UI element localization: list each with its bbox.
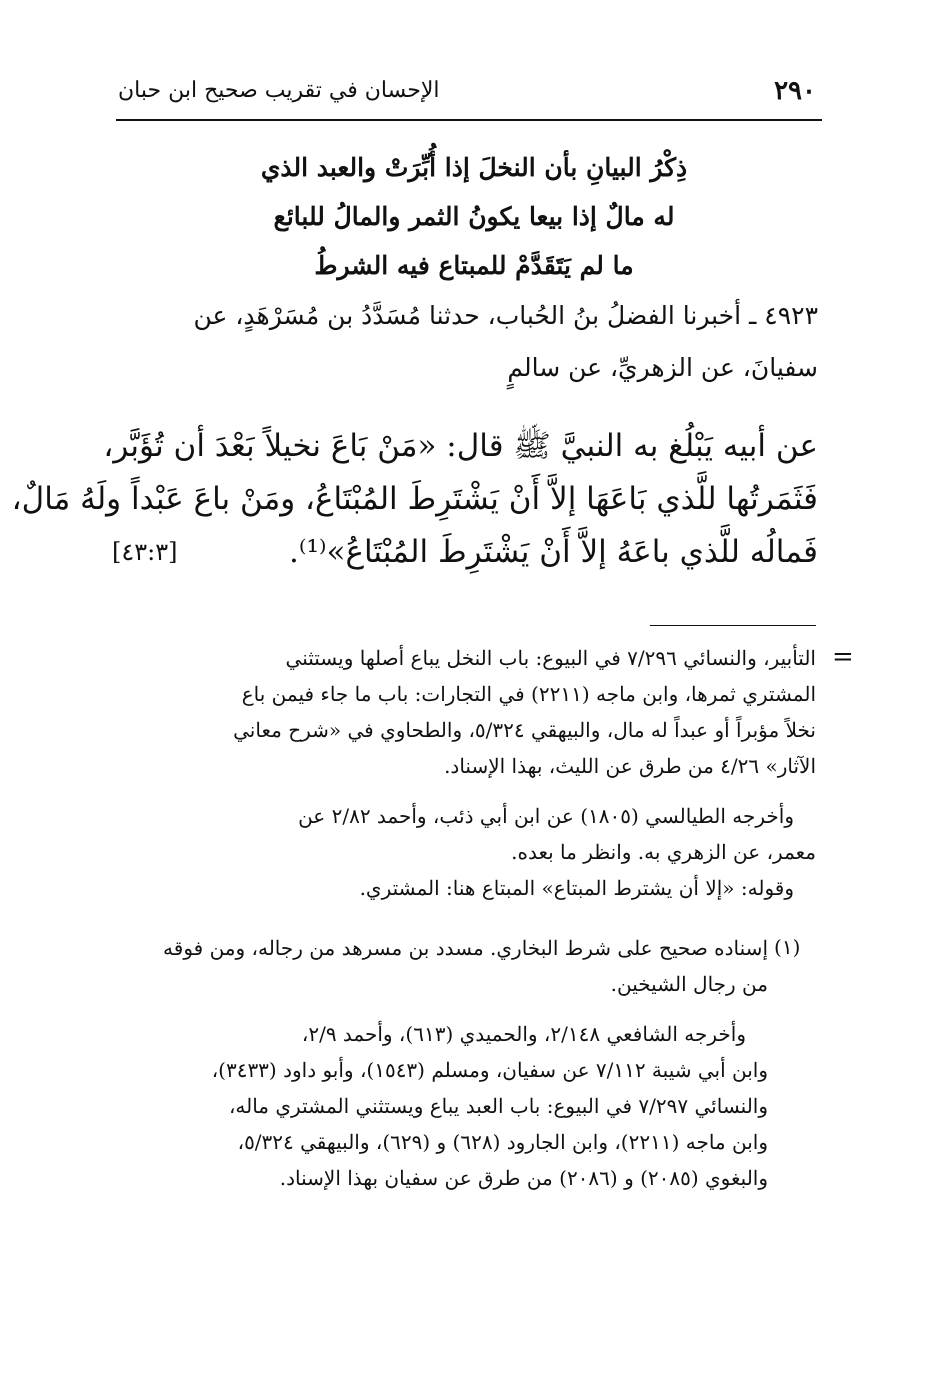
footnote-1-marker: (١): [774, 935, 801, 959]
footnote-continued-marker: =: [832, 642, 854, 672]
hadith-isnad: [112, 290, 818, 394]
footnote-paragraph: [116, 1016, 768, 1196]
footnote-paragraph: [116, 930, 768, 1002]
footnote-line: والنسائي ٧/٢٩٧ في البيوع: باب العبد يباع ويستثني المشتري ماله،: [228, 1094, 768, 1118]
footnote-line: نخلاً مؤبراً أو عبداً له مال، والبيهقي ٥/٣٢٤، والطحاوي في «شرح معاني: [233, 718, 816, 742]
page-number: ٢٩٠: [774, 76, 816, 106]
running-title: الإحسان في تقريب صحيح ابن حبان: [118, 78, 440, 103]
footnote-line: وأخرجه الطيالسي (١٨٠٥) عن ابن أبي ذئب، وأحمد ٢/٨٢ عن: [298, 804, 794, 828]
chapter-title: [150, 143, 798, 290]
footnote-line: معمر، عن الزهري به. وانظر ما بعده.: [511, 840, 816, 864]
footnote-line: وابن أبي شيبة ٧/١١٢ عن سفيان، ومسلم (١٥٤٣)، وأبو داود (٣٤٣٣)،: [211, 1058, 768, 1082]
matn-line-last: [112, 526, 818, 579]
footnote-line: إسناده صحيح على شرط البخاري. مسدد بن مسرهد من رجاله، ومن فوقه: [163, 936, 768, 960]
header-divider: [116, 119, 822, 121]
chapter-title-line: ذِكْرُ البيانِ بأن النخلَ إذا أُبِّرَتْ والعبد الذي: [260, 153, 688, 182]
matn-line: فَثَمَرتُها للَّذي بَاعَهَا إلاَّ أَنْ يَشْتَرِطَ المُبْتَاعُ، ومَنْ باعَ عَبْداً ولَهُ مَالٌ،: [11, 481, 818, 517]
footnote-line: وقوله: «إلا أن يشترط المبتاع» المبتاع هنا: المشتري.: [359, 876, 794, 900]
footnote-paragraph: [116, 798, 816, 870]
hadith-matn: [11, 420, 818, 579]
footnote-line: الآثار» ٤/٢٦ من طرق عن الليث، بهذا الإسناد.: [444, 754, 816, 778]
isnad-line: ٤٩٢٣ ـ أخبرنا الفضلُ بنُ الحُباب، حدثنا مُسَدَّدُ بن مُسَرْهَدٍ، عن: [193, 301, 818, 330]
matn-line: عن أبيه يَبْلُغ به النبيَّ ﷺ قال: «مَنْ بَاعَ نخيلاً بَعْدَ أن تُؤَبَّر،: [103, 428, 818, 464]
footnote-paragraph: [116, 640, 816, 784]
footnote-line: المشتري ثمرها، وابن ماجه (٢٢١١) في التجارات: باب ما جاء فيمن باع: [241, 682, 816, 706]
hadith-reference: [٤٣:٣]: [112, 538, 178, 566]
footnote-1: [116, 930, 768, 1196]
footnote-line: التأبير، والنسائي ٧/٢٩٦ في البيوع: باب النخل يباع أصلها ويستثني: [285, 646, 816, 670]
matn-line: فَمالُه للَّذي باعَهُ إلاَّ أَنْ يَشْتَرِطَ المُبْتَاعُ»⁽¹⁾.: [288, 534, 818, 570]
footnote-line: وأخرجه الشافعي ٢/١٤٨، والحميدي (٦١٣)، وأحمد ٢/٩،: [301, 1022, 746, 1046]
footnotes-continued: [116, 640, 816, 906]
footnote-line: من رجال الشيخين.: [610, 972, 768, 996]
footnote-line: والبغوي (٢٠٨٥) و (٢٠٨٦) من طرق عن سفيان بهذا الإسناد.: [279, 1166, 768, 1190]
footnote-divider: [650, 625, 816, 626]
chapter-title-line: له مالٌ إذا بيعا يكونُ الثمر والمالُ للبائع: [273, 202, 675, 231]
page-header: [118, 76, 816, 116]
chapter-title-line: ما لم يَتَقَدَّمْ للمبتاع فيه الشرطُ: [314, 251, 634, 280]
footnote-paragraph: [116, 870, 816, 906]
isnad-line: سفيانَ، عن الزهريِّ، عن سالمٍ: [507, 353, 818, 382]
footnote-line: وابن ماجه (٢٢١١)، وابن الجارود (٦٢٨) و (٦٢٩)، والبيهقي ٥/٣٢٤،: [237, 1130, 768, 1154]
